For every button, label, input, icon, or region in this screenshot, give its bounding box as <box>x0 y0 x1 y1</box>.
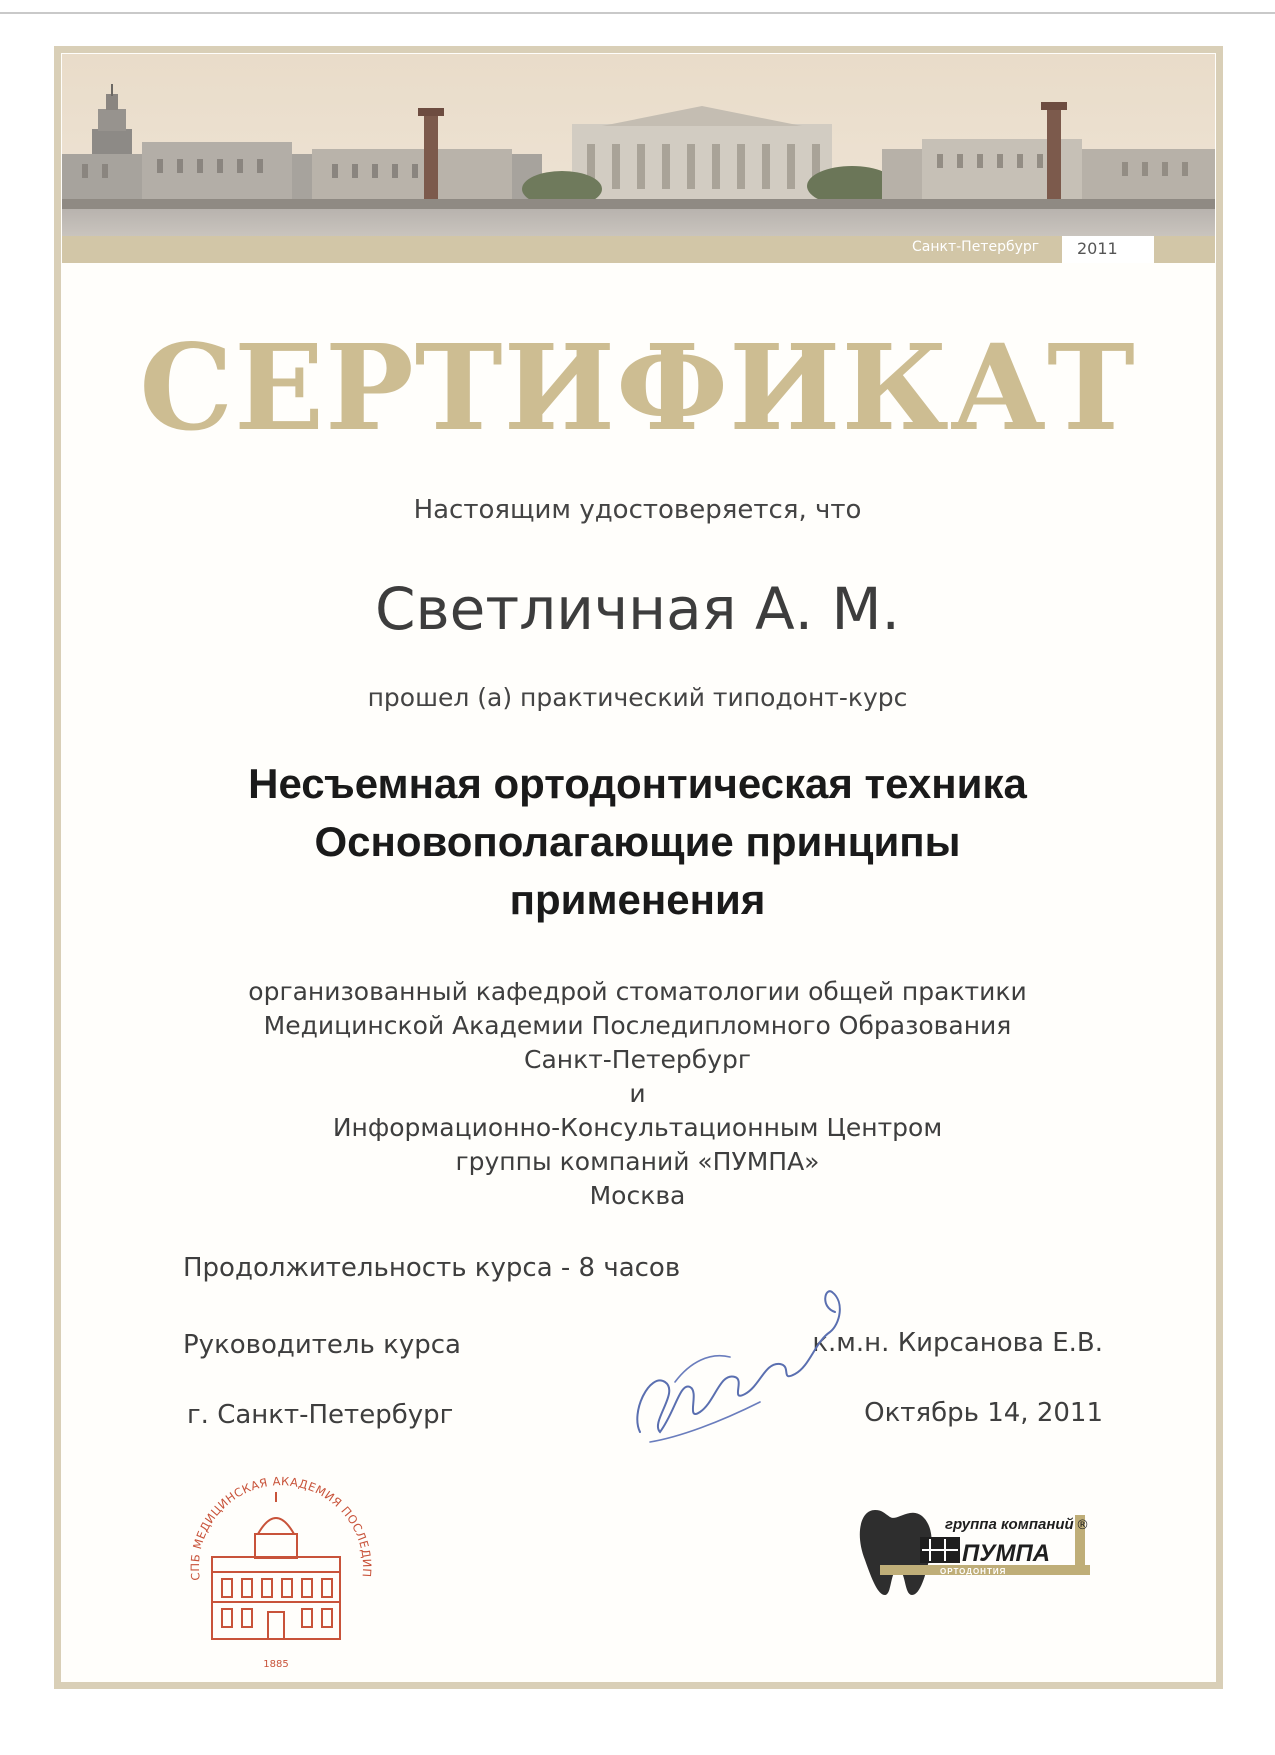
issue-place: г. Санкт-Петербург <box>187 1400 454 1430</box>
banner-caption-strip <box>62 236 1215 263</box>
organizer-line-6: группы компаний «ПУМПА» <box>455 1147 820 1176</box>
course-type: прошел (а) практический типодонт-курс <box>367 683 908 712</box>
logo-subtitle: ОРТОДОНТИЯ <box>940 1567 1007 1576</box>
organizer-line-5: Информационно-Консультационным Центром <box>332 1113 943 1142</box>
seal-text: СПБ МЕДИЦИНСКАЯ АКАДЕМИЯ ПОСЛЕДИП <box>187 1474 375 1582</box>
issue-date: Октябрь 14, 2011 <box>864 1398 1103 1428</box>
supervisor-label: Руководитель курса <box>183 1330 461 1360</box>
recipient-name: Светличная А. М. <box>374 575 900 643</box>
pumpa-logo <box>850 1495 1110 1609</box>
svg-text:СПБ МЕДИЦИНСКАЯ АКАДЕМИЯ ПОСЛЕ <box>170 1462 374 1581</box>
organizer-line-4: и <box>629 1079 646 1108</box>
course-title-line-3: применения <box>509 876 766 923</box>
course-title <box>0 755 1275 929</box>
intro-text: Настоящим удостоверяется, что <box>413 495 862 525</box>
organizer-line-7: Москва <box>589 1181 686 1210</box>
handwritten-signature <box>620 1262 860 1456</box>
scan-edge-line <box>0 12 1275 14</box>
organizer-line-1: организованный кафедрой стоматологии общей практики <box>248 977 1027 1006</box>
banner-photo <box>62 54 1215 254</box>
course-title-line-2: Основополагающие принципы <box>314 818 961 865</box>
logo-brand: ПУМПА <box>962 1540 1051 1567</box>
organizers-block <box>0 975 1275 1213</box>
academy-seal <box>170 1462 390 1686</box>
course-duration: Продолжительность курса - 8 часов <box>183 1253 681 1283</box>
seal-year: 1885 <box>263 1659 289 1670</box>
logo-registered-mark: ® <box>1076 1518 1089 1533</box>
certificate-title: СЕРТИФИКАТ <box>139 318 1136 457</box>
course-title-line-1: Несъемная ортодонтическая техника <box>248 760 1027 807</box>
supervisor-name: к.м.н. Кирсанова Е.В. <box>812 1328 1103 1358</box>
organizer-line-3: Санкт-Петербург <box>523 1045 751 1074</box>
organizer-line-2: Медицинской Академии Последипломного Образования <box>263 1011 1012 1040</box>
logo-group-label: группа компаний <box>945 1516 1074 1533</box>
banner-year: 2011 <box>1077 239 1118 258</box>
banner-city: Санкт-Петербург <box>912 239 1040 255</box>
